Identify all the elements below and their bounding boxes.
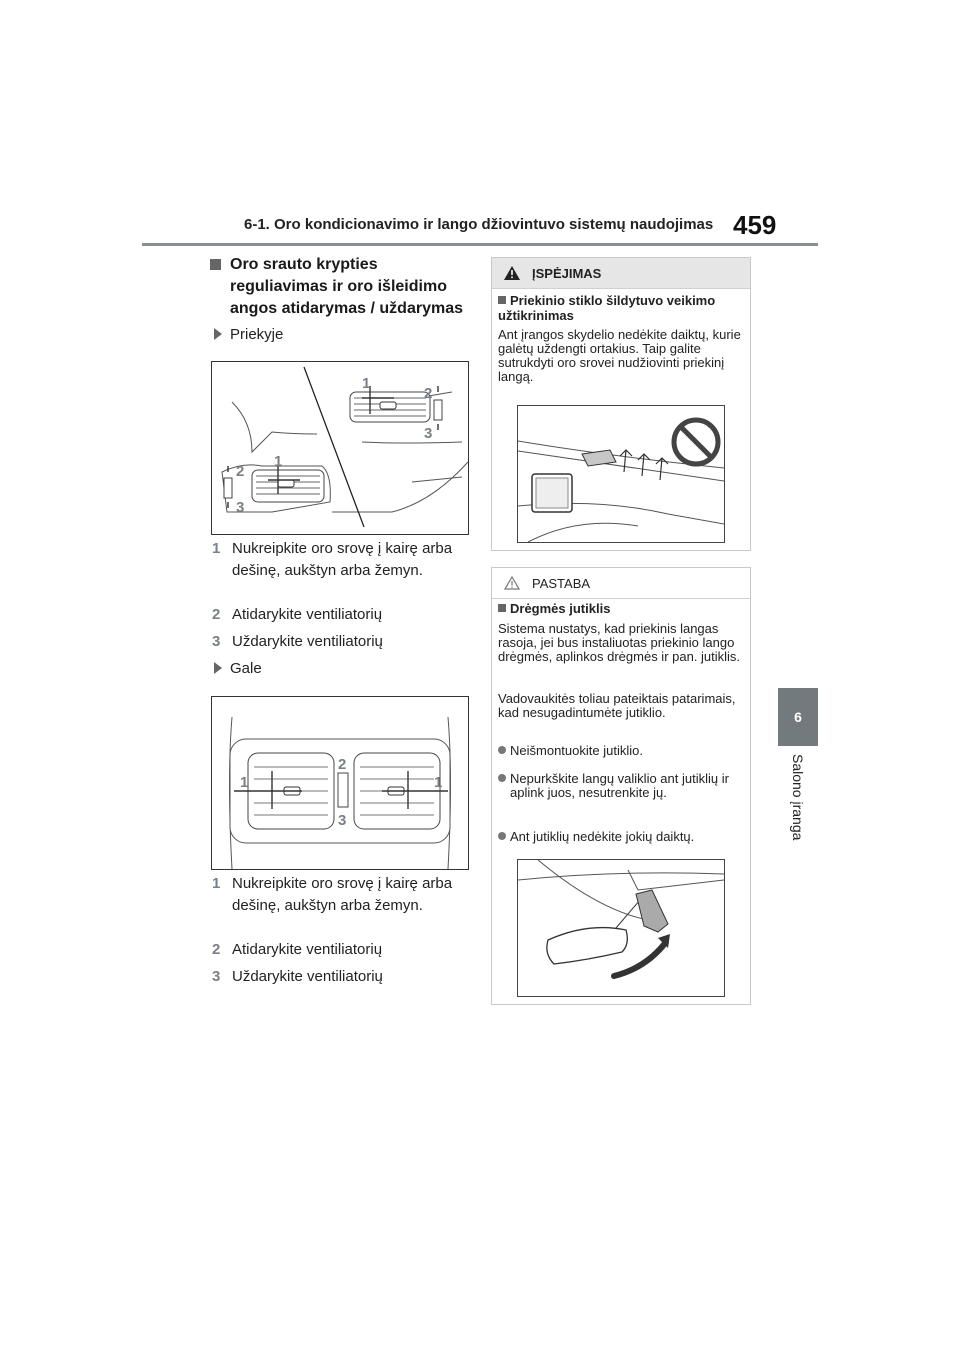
figure-label: 2 [424, 385, 433, 402]
dashboard-illustration [518, 406, 724, 542]
figure-label: 3 [424, 425, 433, 442]
subheading-rear: Gale [214, 660, 262, 677]
figure-label: 1 [362, 375, 371, 392]
header-title: 6-1. Oro kondicionavimo ir lango džiovintuvo sistemų naudojimas [244, 216, 714, 233]
warning-text: Ant įrangos skydelio nedėkite daiktų, kurie galėtų uždengti ortakius. Taip galite sutrukdyti oro srovei nudžiovinti priekinį langą. [498, 327, 741, 384]
step-item: 1 Nukreipkite oro srovę į kairę arba dešinę, aukštyn arba žemyn. [212, 875, 453, 914]
warning-box [491, 257, 751, 551]
notice-box [491, 567, 751, 1005]
subheading-front: Priekyje [214, 326, 283, 343]
round-bullet-icon [498, 774, 506, 782]
front-vents-illustration [212, 362, 468, 534]
dashboard-figure [517, 405, 725, 543]
round-bullet-icon [498, 746, 506, 754]
sensor-figure [517, 859, 725, 997]
figure-label: 2 [236, 463, 245, 480]
warning-header: ĮSPĖJIMAS [492, 258, 750, 289]
caution-triangle-icon [504, 576, 520, 590]
square-bullet-icon [210, 259, 221, 270]
section-heading: Oro srauto krypties reguliavimas ir oro išleidimo angos atidarymas / uždarymas [210, 254, 472, 320]
rear-vents-illustration [212, 697, 468, 869]
figure-label: 1 [274, 453, 283, 470]
step-item: 3 Uždarykite ventiliatorių [212, 633, 383, 650]
figure-label: 2 [338, 756, 347, 773]
front-vents-figure [211, 361, 469, 535]
chapter-tab [778, 688, 818, 746]
header-rule [142, 243, 818, 246]
step-item: 3 Uždarykite ventiliatorių [212, 968, 383, 985]
notice-bullet: Neišmontuokite jutiklio. [498, 744, 744, 758]
square-bullet-icon [498, 604, 506, 612]
page-number: 459 [733, 210, 777, 240]
chapter-number: 6 [794, 709, 802, 725]
chapter-title: Salono įranga [790, 754, 806, 841]
warning-title: Priekinio stiklo šildytuvo veikimo užtikrinimas [498, 293, 716, 323]
rear-vents-figure [211, 696, 469, 870]
notice-paragraph: Sistema nustatys, kad priekinis langas rasoja, jei bus instaliuotas priekinio lango drėgmės, aplinkos drėgmės ir pan. jutiklis. [498, 621, 741, 664]
warning-triangle-icon [504, 266, 520, 280]
notice-title: Drėgmės jutiklis [498, 601, 748, 616]
notice-bullet: Ant jutiklių nedėkite jokių daiktų. [498, 830, 744, 844]
step-item: 2 Atidarykite ventiliatorių [212, 941, 383, 958]
step-item: 1 Nukreipkite oro srovę į kairę arba dešinę, aukštyn arba žemyn. [212, 540, 453, 579]
mirror-sensor-illustration [518, 860, 724, 996]
notice-bullet: Nepurkškite langų valiklio ant jutiklių ir aplink juos, nesutrenkite jų. [498, 772, 744, 800]
square-bullet-icon [498, 296, 506, 304]
figure-label: 1 [434, 774, 443, 791]
triangle-bullet-icon [214, 328, 222, 340]
step-item: 2 Atidarykite ventiliatorių [212, 606, 383, 623]
round-bullet-icon [498, 832, 506, 840]
notice-header: PASTABA [492, 568, 750, 599]
notice-paragraph: Vadovaukitės toliau pateiktais patarimais, kad nesugadintumėte jutiklio. [498, 691, 736, 720]
figure-label: 3 [338, 812, 347, 829]
figure-label: 1 [240, 774, 249, 791]
triangle-bullet-icon [214, 662, 222, 674]
figure-label: 3 [236, 499, 245, 516]
